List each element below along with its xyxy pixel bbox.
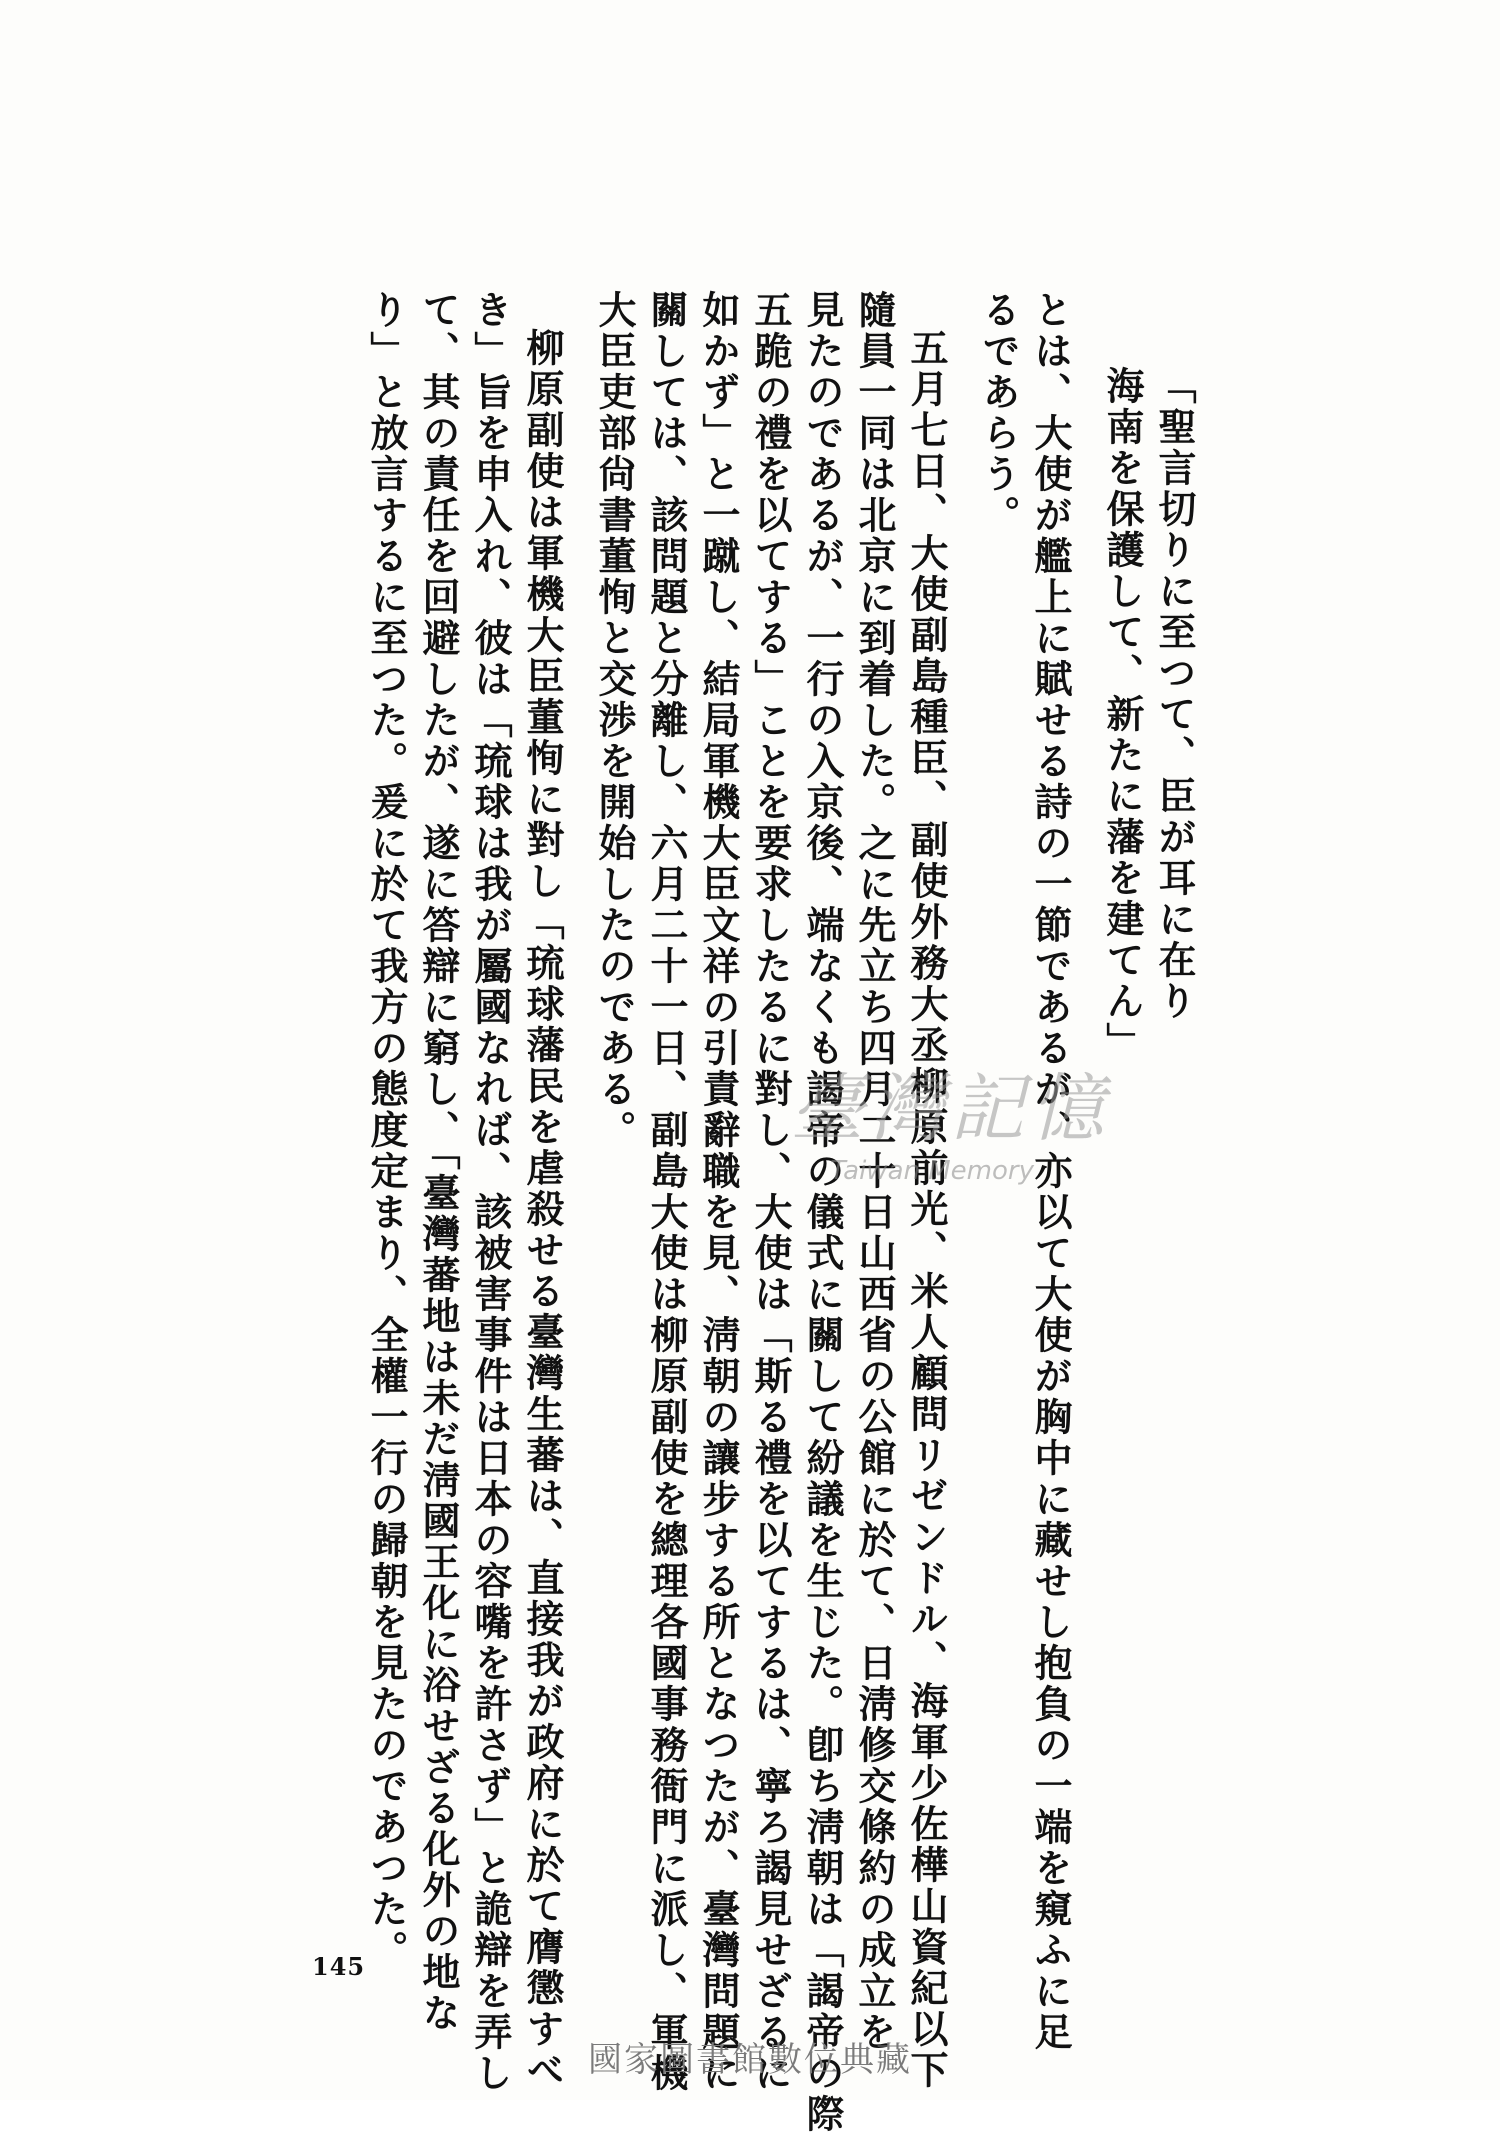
poem-line-2: 海南を保護して、新たに藩を建てん」 [1100,366,1145,1063]
text-line: とは、大使が艦上に賦せる詩の一節であるが、亦以て大使が胸中に藏せし抱負の一端を窺ふに足 [1028,290,1073,2053]
text-line: て、其の責任を回避したが、遂に答辯に窮し、「臺灣蕃地は未だ淸國王化に浴せざる化外の地な [416,290,461,2034]
text-line: 關しては、該問題と分離し、六月二十一日、副島大使は柳原副使を總理各國事務衙門に派し、軍機 [644,290,689,2094]
footer-caption: 國家圖書館數位典藏 [588,2040,912,2080]
poem-line-1: 「聖言切りに至つて、臣が耳に在り [1152,366,1197,1022]
text-line: 柳原副使は軍機大臣董恂に對し「琉球藩民を虐殺せる臺灣生蕃は、直接我が政府に於て膺懲すべ [520,328,565,2091]
text-line: 五月七日、大使副島種臣、副使外務大丞柳原前光、米人顧問リゼンドル、海軍少佐樺山資紀以下 [904,328,949,2091]
text-line: 大臣吏部尙書董恂と交渉を開始したのである。 [592,290,637,1151]
text-line: 如かず」と一蹴し、結局軍機大臣文祥の引責辭職を見、淸朝の讓步する所となつたが、臺灣問題に [696,290,741,2094]
text-line: るであらう。 [976,290,1021,536]
text-line: り」と放言するに至つた。爰に於て我方の態度定まり、全權一行の歸朝を見たのであつた。 [364,290,409,1971]
text-line: 見たのであるが、一行の入京後、端なくも謁帝の儀式に關して紛議を生じた。卽ち淸朝は「謁帝の際 [800,290,845,2135]
watermark-subtitle: Taiwan Memory [830,1156,1034,1186]
page-number: 145 [312,1952,366,1981]
watermark-logo [790,1050,1210,1240]
text-line: 隨員一同は北京に到着した。之に先立ち四月二十日山西省の公館に於て、日淸修交條約の成立を [852,290,897,2053]
text-line: 五跪の禮を以てする」ことを要求したるに對し、大使は「斯る禮を以てするは、寧ろ謁見せざるに [748,290,793,2094]
text-line: き」旨を申入れ、彼は「琉球は我が屬國なれば、該被害事件は日本の容嘴を許さず」と詭辯を弄し [468,290,513,2094]
watermark-title: 臺灣記憶 [790,1066,1110,1152]
